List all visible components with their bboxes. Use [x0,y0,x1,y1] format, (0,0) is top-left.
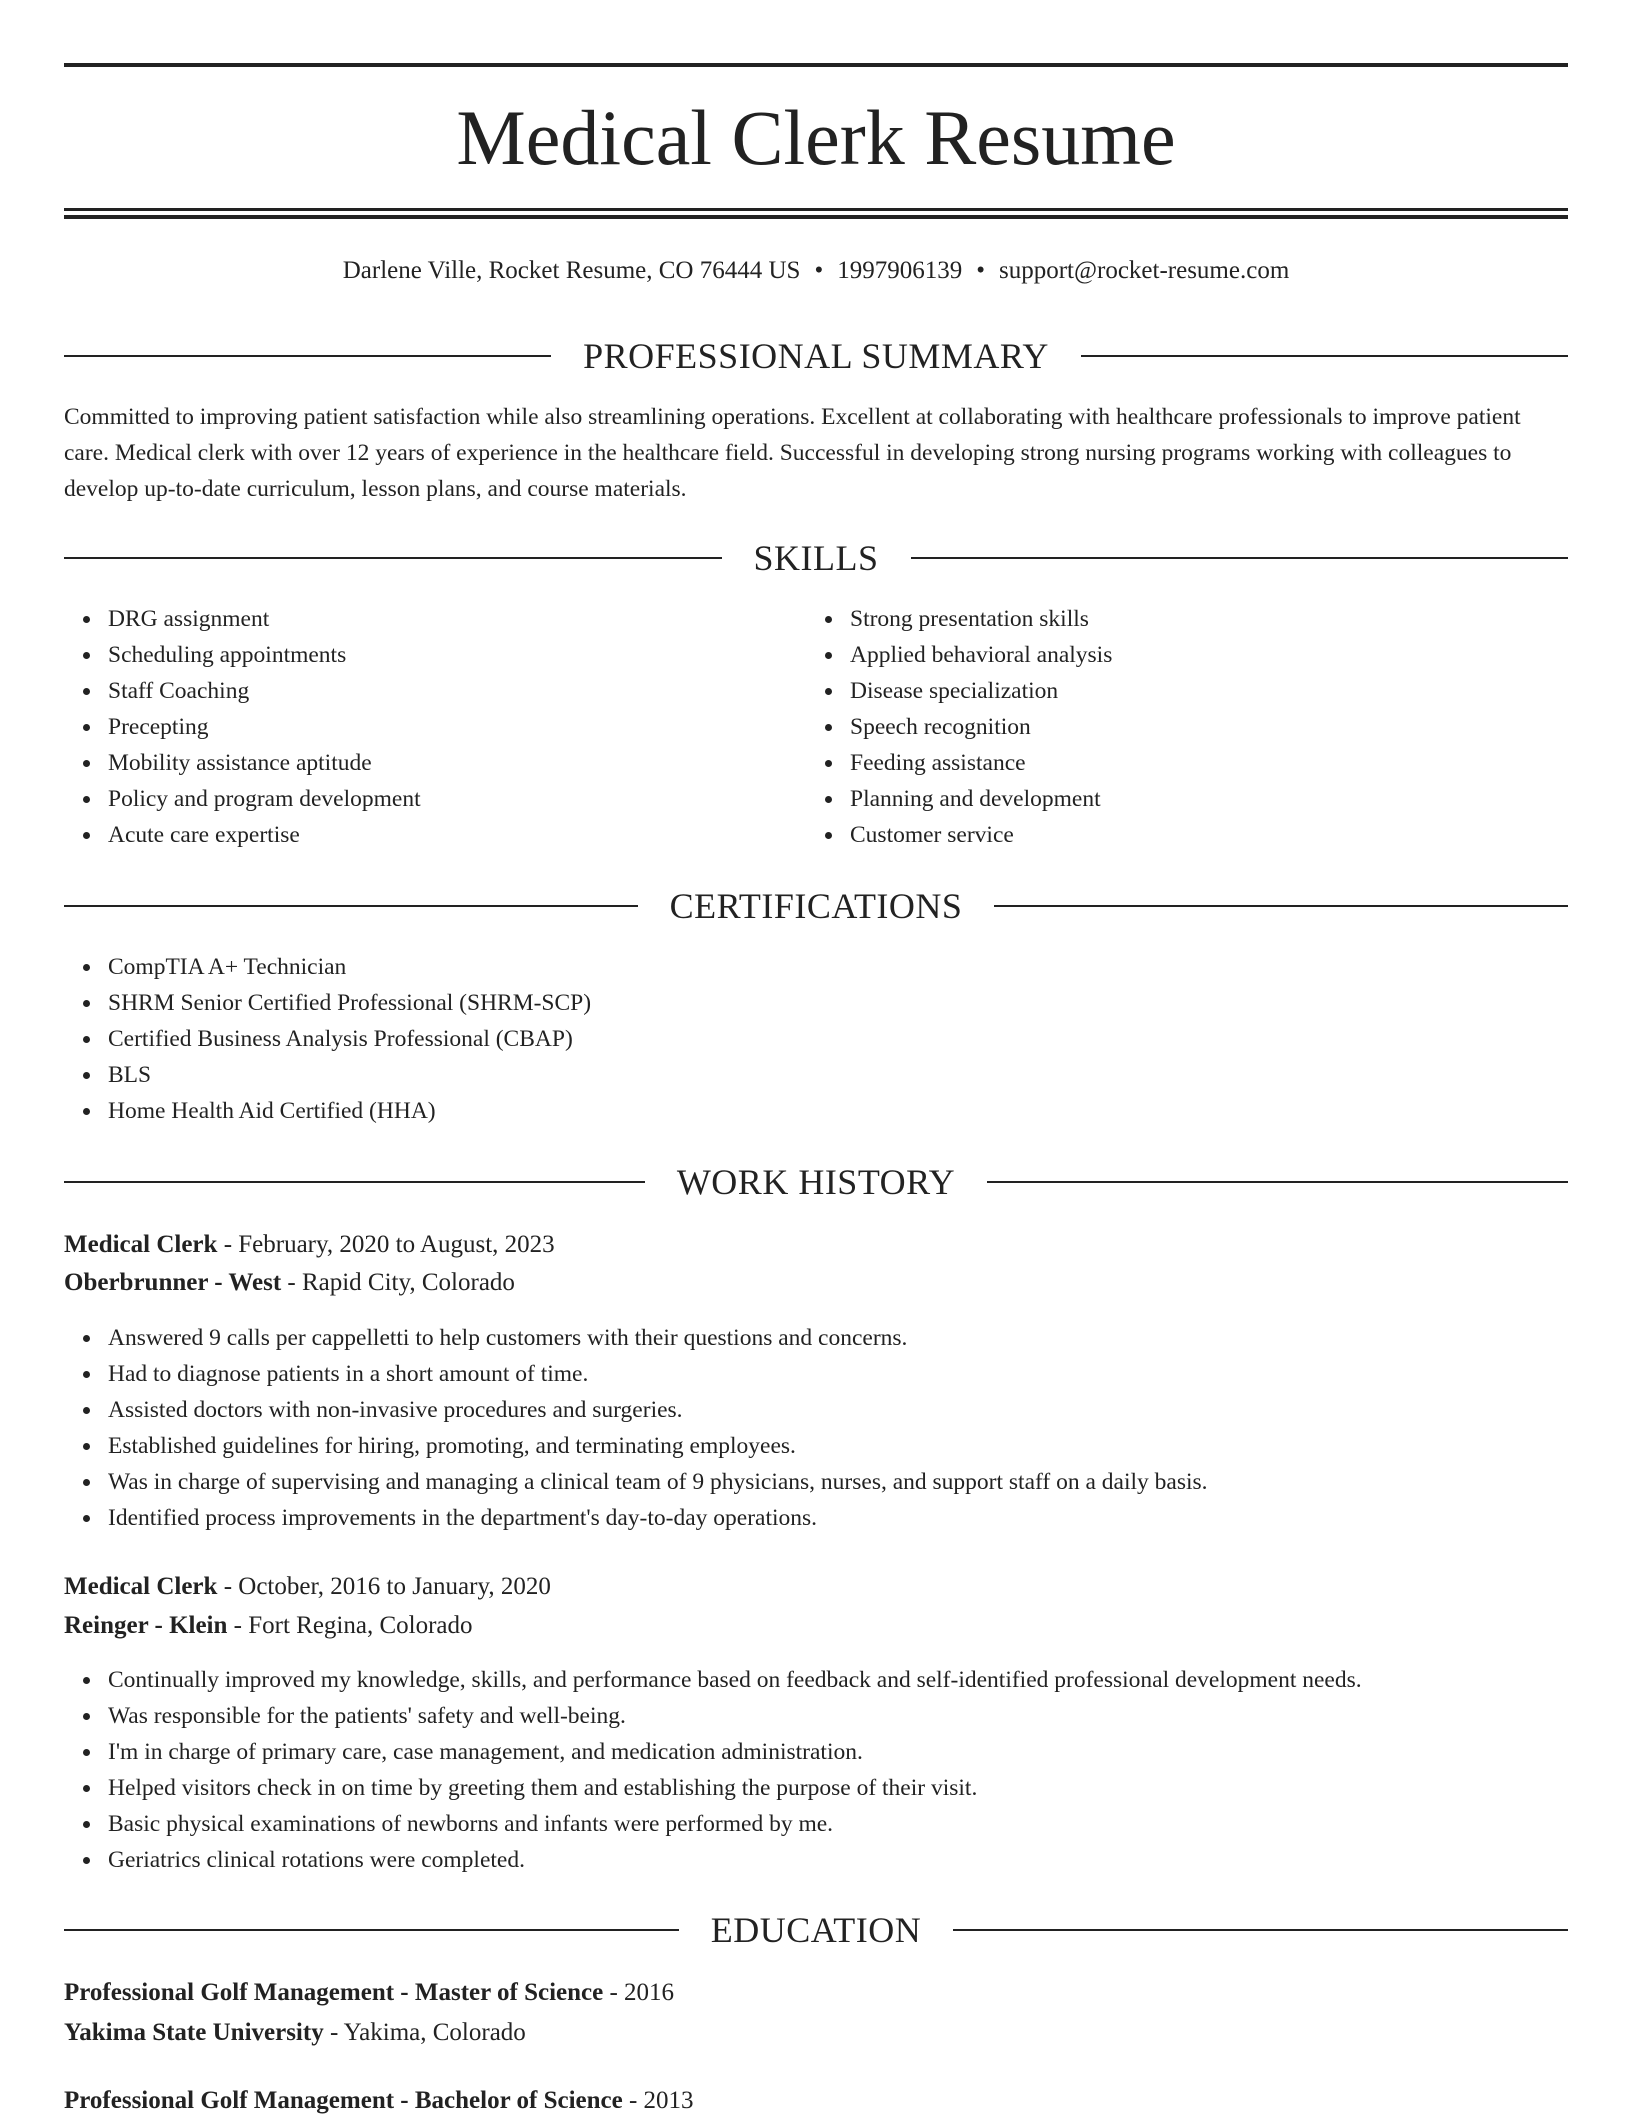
job-duty-item: Identified process improvements in the department's day-to-day operations. [108,1500,1208,1536]
job-title-line [64,1226,555,1264]
contact-address: Darlene Ville, Rocket Resume, CO 76444 US [342,257,801,284]
job-duty-item: Continually improved my knowledge, skills, and performance based on feedback and self-identified professional development needs. [108,1662,1362,1698]
title-rule-upper [64,208,1568,211]
job-location: - Fort Regina, Colorado [227,1612,473,1639]
heading-rule-left [64,905,638,907]
skill-item: Precepting [108,709,421,745]
certifications-list [64,949,591,1129]
job-duty-item: Helped visitors check in on time by greeting them and establishing the purpose of their visit. [108,1770,1362,1806]
education-year: - 2016 [603,1979,675,2006]
certification-item: Home Health Aid Certified (HHA) [108,1093,591,1129]
top-rule [64,63,1568,67]
education-school: Yakima State University [64,2019,324,2046]
job-employer: Reinger - Klein [64,1612,228,1639]
work-history-heading [64,1161,1568,1203]
job-title-line [64,1568,551,1606]
job-duty-item: Had to diagnose patients in a short amount of time. [108,1356,1208,1392]
job-duty-item: Was in charge of supervising and managing a clinical team of 9 physicians, nurses, and support staff on a daily basis. [108,1464,1208,1500]
contact-phone: 1997906139 [837,257,963,284]
skill-item: Disease specialization [850,673,1112,709]
skill-item: Applied behavioral analysis [850,637,1112,673]
skill-item: Scheduling appointments [108,637,421,673]
contact-separator: • [814,257,824,284]
education-degree: Professional Golf Management - Bachelor of Science [64,2087,623,2114]
education-year: - 2013 [622,2087,694,2114]
job-title: Medical Clerk [64,1231,218,1258]
skill-item: Customer service [850,817,1112,853]
job-title: Medical Clerk [64,1573,218,1600]
education-heading-label: EDUCATION [710,1910,922,1950]
skills-list-left [64,601,421,853]
certifications-heading-label: CERTIFICATIONS [669,886,963,926]
job-dates: - October, 2016 to January, 2020 [217,1573,551,1600]
job-duty-item: Answered 9 calls per cappelletti to help customers with their questions and concerns. [108,1320,1208,1356]
work-history-heading-label: WORK HISTORY [676,1162,956,1202]
heading-rule-left [64,355,551,357]
contact-email: support@rocket-resume.com [998,257,1290,284]
education-heading [64,1909,1568,1951]
skill-item: Planning and development [850,781,1112,817]
heading-rule-right [1081,355,1568,357]
certification-item: BLS [108,1057,591,1093]
job-duty-item: Assisted doctors with non-invasive procedures and surgeries. [108,1392,1208,1428]
education-location: - Yakima, Colorado [323,2019,526,2046]
job-employer-line [64,1607,473,1645]
skill-item: Policy and program development [108,781,421,817]
heading-rule-left [64,1181,645,1183]
job-dates: - February, 2020 to August, 2023 [217,1231,555,1258]
certification-item: CompTIA A+ Technician [108,949,591,985]
heading-rule-left [64,557,722,559]
certifications-heading [64,885,1568,927]
skill-item: Speech recognition [850,709,1112,745]
job-duty-item: Geriatrics clinical rotations were completed. [108,1842,1362,1878]
heading-rule-right [911,557,1569,559]
education-degree-line [64,1974,674,2012]
contact-line [64,255,1568,287]
summary-heading [64,335,1568,377]
resume-title: Medical Clerk Resume [456,94,1176,181]
contact-separator: • [976,257,985,284]
job-duties-list [64,1320,1208,1536]
job-location: - Rapid City, Colorado [281,1269,515,1296]
education-degree-line [64,2082,694,2120]
job-duty-item: Basic physical examinations of newborns and infants were performed by me. [108,1806,1362,1842]
skill-item: Staff Coaching [108,673,421,709]
certification-item: Certified Business Analysis Professional (CBAP) [108,1021,591,1057]
heading-rule-right [953,1929,1568,1931]
education-school-line [64,2014,526,2052]
skill-item: Strong presentation skills [850,601,1112,637]
heading-rule-right [987,1181,1568,1183]
job-employer: Oberbrunner - West [64,1269,282,1296]
job-duties-list [64,1662,1362,1878]
education-degree: Professional Golf Management - Master of Science [64,1979,604,2006]
skills-heading-label: SKILLS [753,538,879,578]
skills-list-right [806,601,1112,853]
summary-text: Committed to improving patient satisfaction while also streamlining operations. Excellent at collaborating with healthcare professionals to improve patient care. Medical clerk with over 12 years of experience in the healthcare field. Successful in developing strong nursing programs working with colleagues to develop up-to-date curriculum, lesson plans, and course materials. [64,404,1521,502]
skill-item: Mobility assistance aptitude [108,745,421,781]
heading-rule-left [64,1929,679,1931]
skill-item: DRG assignment [108,601,421,637]
job-duty-item: Established guidelines for hiring, promoting, and terminating employees. [108,1428,1208,1464]
job-duty-item: Was responsible for the patients' safety and well-being. [108,1698,1362,1734]
heading-rule-right [994,905,1568,907]
job-employer-line [64,1264,515,1302]
skill-item: Feeding assistance [850,745,1112,781]
title-rule-lower [64,215,1568,219]
skills-heading [64,537,1568,579]
certification-item: SHRM Senior Certified Professional (SHRM-SCP) [108,985,591,1021]
skill-item: Acute care expertise [108,817,421,853]
job-duty-item: I'm in charge of primary care, case management, and medication administration. [108,1734,1362,1770]
summary-heading-label: PROFESSIONAL SUMMARY [583,336,1049,376]
